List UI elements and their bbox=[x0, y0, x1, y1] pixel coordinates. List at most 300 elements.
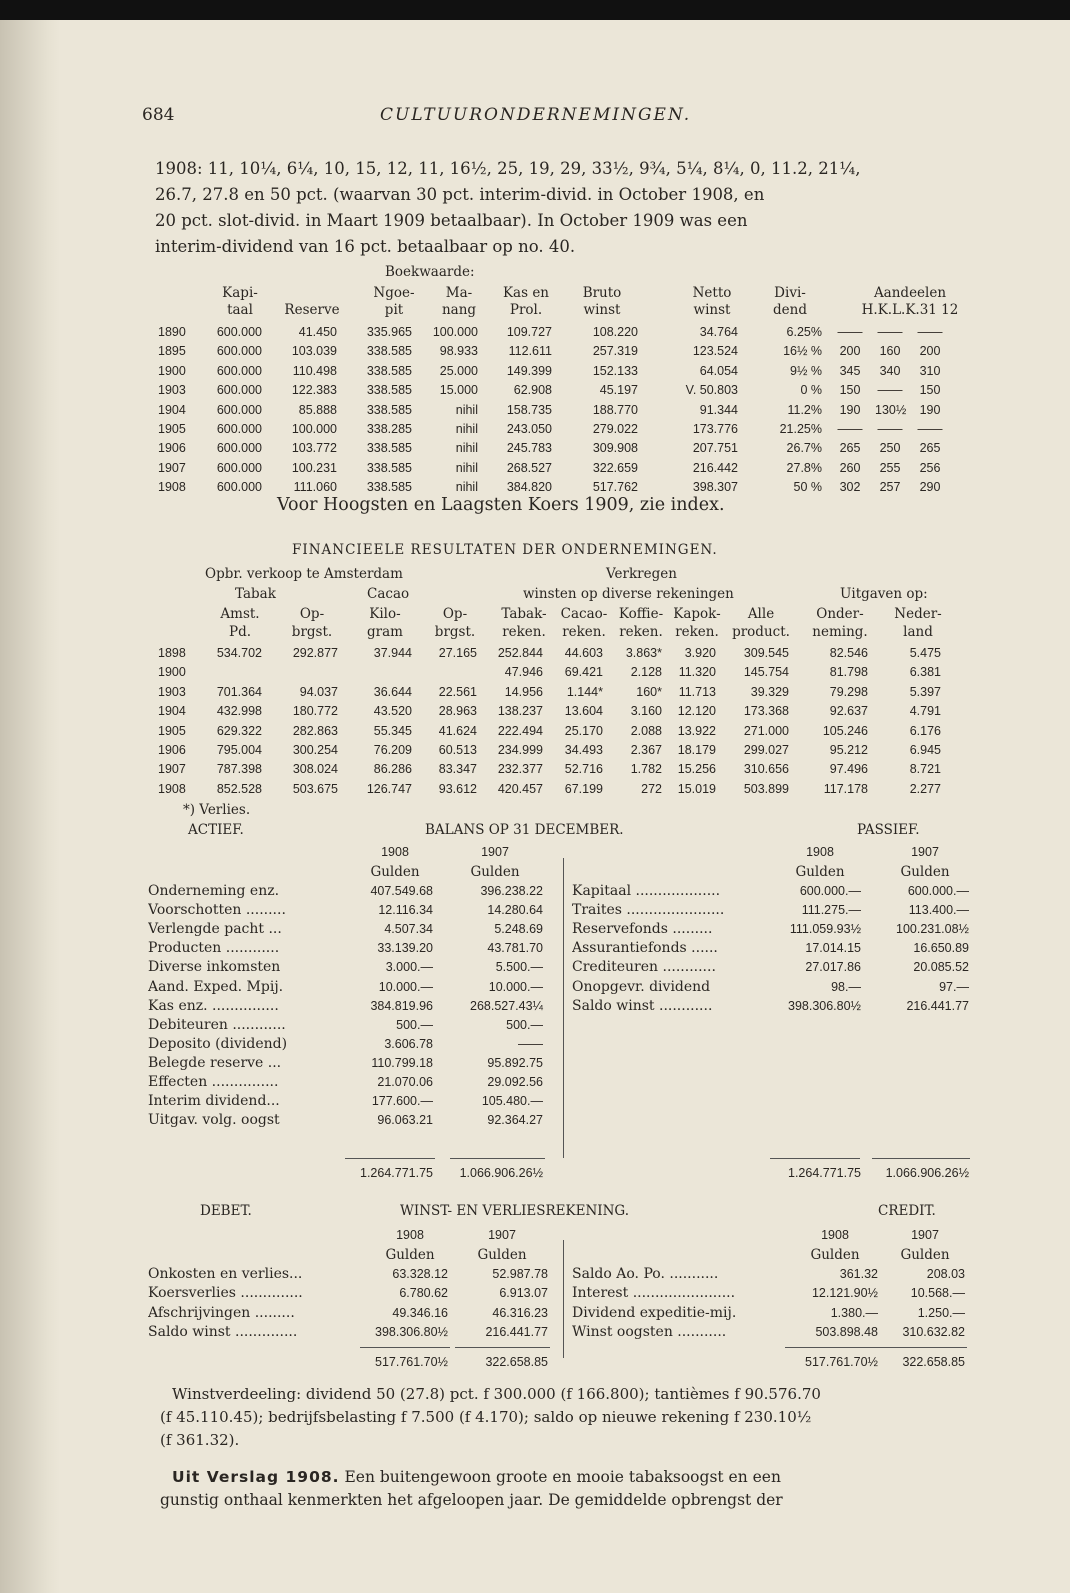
passief-heading: PASSIEF. bbox=[857, 822, 920, 838]
table2-cell: 44.603 bbox=[564, 646, 603, 660]
debet-heading: DEBET. bbox=[200, 1203, 252, 1219]
total-rule bbox=[345, 1158, 435, 1159]
total-rule bbox=[785, 1347, 875, 1348]
table1-cell: 340 bbox=[879, 363, 901, 378]
table1-cell: 11.2% bbox=[787, 402, 822, 417]
debet-total-1908: 517.761.70½ bbox=[375, 1355, 448, 1369]
table1-cell: 50 % bbox=[793, 480, 822, 495]
credit-total-1907: 322.658.85 bbox=[902, 1355, 965, 1369]
passief-1907: 97.— bbox=[939, 979, 969, 994]
table1-cell: 265 bbox=[919, 441, 941, 456]
table1-cell: 600.000 bbox=[216, 480, 262, 495]
table1-cell: 34.764 bbox=[699, 325, 738, 339]
table1-cell: 200 bbox=[839, 344, 861, 359]
table1-year: 1895 bbox=[158, 344, 186, 359]
table2-cell: 5.475 bbox=[909, 646, 941, 660]
actief-1907: 92.364.27 bbox=[487, 1113, 543, 1128]
actief-1908: 500.— bbox=[396, 1017, 433, 1032]
table2-cell: 795.004 bbox=[216, 743, 262, 757]
table1-cell: 338.585 bbox=[366, 344, 412, 359]
table2-header-top: Cacao- bbox=[560, 606, 608, 622]
passief-1908: 111.059.93½ bbox=[789, 922, 861, 937]
passief-1908: 398.306.80½ bbox=[788, 998, 861, 1013]
table1-cell: nihil bbox=[455, 422, 478, 436]
table1-cell: 160 bbox=[879, 344, 901, 359]
table1-cell: 338.285 bbox=[366, 422, 412, 436]
balance-year: 1907 bbox=[481, 845, 509, 859]
actief-1908: 33.139.20 bbox=[377, 941, 433, 956]
table1-cell: 41.450 bbox=[298, 325, 337, 339]
table1-cell: —— bbox=[877, 422, 903, 436]
actief-item: Effecten ............... bbox=[148, 1074, 279, 1090]
table2-header-bottom: reken. bbox=[562, 624, 606, 640]
table1-year: 1905 bbox=[158, 422, 186, 436]
passief-item: Assurantiefonds ...... bbox=[572, 940, 718, 957]
passief-item: Kapitaal ................... bbox=[572, 883, 721, 899]
total-rule bbox=[450, 1158, 545, 1159]
table2-cell: 92.637 bbox=[829, 704, 868, 719]
actief-item: Producten ............ bbox=[148, 940, 280, 957]
table1-cell: 108.220 bbox=[592, 325, 638, 339]
table2-cell: 2.277 bbox=[909, 781, 941, 796]
table2-header-top: Op- bbox=[442, 606, 468, 622]
table1-year: 1907 bbox=[158, 460, 186, 475]
table2-cell: 2.367 bbox=[630, 743, 662, 757]
table2-cell: 55.345 bbox=[373, 723, 412, 738]
debet-total-1907: 322.658.85 bbox=[485, 1355, 548, 1369]
table2-header-bottom: neming. bbox=[812, 624, 868, 640]
table1-cell: 111.060 bbox=[293, 480, 337, 495]
actief-1907: 5.248.69 bbox=[494, 922, 543, 937]
debet-1907: 52.987.78 bbox=[492, 1267, 548, 1281]
table2-header-bottom: reken. bbox=[619, 624, 663, 640]
table1-cell: 45.197 bbox=[599, 383, 638, 398]
table1-header-top: Ngoe- bbox=[373, 285, 415, 301]
table1-cell: 245.783 bbox=[506, 441, 552, 456]
table1-year: 1900 bbox=[158, 363, 186, 378]
table2-year: 1900 bbox=[158, 665, 186, 680]
table2-header-top: Kapok- bbox=[673, 606, 721, 622]
passief-1908: 27.017.86 bbox=[805, 960, 861, 975]
table2-cell: 503.899 bbox=[743, 781, 789, 796]
table2-cell: 222.494 bbox=[497, 723, 543, 738]
table1-cell: 150 bbox=[919, 383, 941, 398]
passief-1907: 113.400.— bbox=[908, 903, 969, 918]
running-title: CULTUURONDERNEMINGEN. bbox=[380, 105, 692, 125]
boekwaarde-label: Boekwaarde: bbox=[385, 264, 475, 280]
table1-cell: 290 bbox=[919, 480, 941, 495]
table2-cell: 81.798 bbox=[829, 665, 868, 680]
table1-cell: V. 50.803 bbox=[685, 383, 738, 398]
balance-unit: Gulden bbox=[370, 864, 420, 880]
actief-item: Onderneming enz. bbox=[148, 883, 280, 899]
table2-cell: 126.747 bbox=[366, 781, 412, 796]
table1-cell: 173.776 bbox=[692, 422, 738, 436]
table1-cell: 6.25% bbox=[786, 325, 822, 339]
debet-1908: 6.780.62 bbox=[399, 1286, 448, 1301]
table1-cell: 257.319 bbox=[592, 344, 638, 359]
sub-tabak: Tabak bbox=[235, 586, 276, 602]
table1-cell: 188.770 bbox=[592, 402, 638, 417]
table2-cell: 701.364 bbox=[216, 684, 262, 699]
table2-cell: 13.922 bbox=[677, 723, 716, 738]
table2-cell: 310.656 bbox=[743, 762, 789, 777]
table1-cell: 152.133 bbox=[592, 363, 638, 378]
table2-cell: 22.561 bbox=[438, 684, 477, 699]
table2-cell: 60.513 bbox=[438, 743, 477, 757]
table1-cell: 207.751 bbox=[692, 441, 738, 456]
table1-cell: 110.498 bbox=[292, 363, 337, 378]
table1-cell: 26.7% bbox=[786, 441, 822, 456]
passief-item: Onopgevr. dividend bbox=[572, 978, 711, 995]
balance-unit: Gulden bbox=[795, 864, 845, 880]
actief-1907: 43.781.70 bbox=[487, 941, 543, 956]
table2-cell: 2.088 bbox=[630, 723, 662, 738]
winstverdeeling-line-3: (f 361.32). bbox=[160, 1431, 240, 1449]
table2-cell: 138.237 bbox=[497, 704, 543, 719]
passief-1908: 98.— bbox=[831, 979, 861, 994]
actief-1907: —— bbox=[518, 1036, 543, 1051]
table2-header-bottom: product. bbox=[732, 624, 790, 640]
table1-cell: 338.585 bbox=[366, 383, 412, 398]
group-verkregen: Verkregen bbox=[606, 566, 677, 582]
table1-cell: 64.054 bbox=[699, 363, 738, 378]
table1-cell: 600.000 bbox=[216, 325, 262, 339]
table1-cell: 123.524 bbox=[692, 344, 738, 359]
table1-cell: 0 % bbox=[800, 383, 822, 398]
passief-1907: 100.231.08½ bbox=[896, 922, 969, 937]
passief-item: Traites ...................... bbox=[572, 902, 725, 919]
intro-line-3: 20 pct. slot-divid. in Maart 1909 betaalbaar). In October 1909 was een bbox=[155, 211, 748, 230]
table1-header-top: Divi- bbox=[774, 285, 806, 301]
page-number: 684 bbox=[142, 105, 175, 125]
table2-cell: 309.545 bbox=[743, 646, 789, 660]
table2-cell: 6.176 bbox=[909, 723, 941, 738]
table1-cell: 158.735 bbox=[506, 402, 552, 417]
table1-cell: 265 bbox=[839, 441, 861, 456]
actief-item: Deposito (dividend) bbox=[148, 1035, 288, 1052]
table1-cell: 62.908 bbox=[513, 383, 552, 398]
table2-cell: 180.772 bbox=[292, 704, 338, 719]
balance-year: 1907 bbox=[911, 845, 939, 859]
table1-header-top: Kas en bbox=[502, 285, 550, 301]
table2-header-top: Koffie- bbox=[618, 606, 664, 622]
balance-year: 1908 bbox=[806, 845, 834, 859]
balance-year: 1908 bbox=[381, 845, 409, 859]
table1-cell: —— bbox=[877, 325, 903, 339]
actief-1908: 10.000.— bbox=[378, 979, 433, 994]
table2-cell: 82.546 bbox=[829, 646, 868, 660]
table2-cell: 4.791 bbox=[909, 704, 941, 719]
actief-1907: 500.— bbox=[506, 1017, 543, 1032]
table1-cell: 338.585 bbox=[366, 480, 412, 495]
table1-cell: 256 bbox=[919, 460, 941, 475]
actief-1907: 268.527.43¼ bbox=[470, 998, 543, 1013]
actief-item: Interim dividend... bbox=[148, 1093, 280, 1110]
debet-1908: 49.346.16 bbox=[392, 1305, 448, 1320]
pl-unit: Gulden bbox=[900, 1247, 950, 1263]
pl-year: 1908 bbox=[821, 1228, 849, 1242]
table2-cell: 787.398 bbox=[216, 762, 262, 777]
table1-cell: 398.307 bbox=[692, 480, 738, 495]
table2-cell: 94.037 bbox=[299, 684, 338, 699]
passief-1907: 216.441.77 bbox=[906, 998, 969, 1013]
table2-cell: 1.144* bbox=[566, 684, 603, 699]
table2-header-bottom: Pd. bbox=[228, 624, 252, 640]
pl-divider bbox=[563, 1240, 564, 1358]
debet-item: Onkosten en verlies... bbox=[148, 1266, 303, 1282]
table1-year: 1904 bbox=[158, 402, 186, 417]
table1-cell: 600.000 bbox=[216, 422, 262, 436]
table2-header-top: Amst. bbox=[220, 606, 260, 622]
table2-cell: 15.019 bbox=[677, 781, 716, 796]
intro-line-2: 26.7, 27.8 en 50 pct. (waarvan 30 pct. interim-divid. in October 1908, en bbox=[155, 185, 765, 204]
actief-1907: 105.480.— bbox=[481, 1094, 543, 1109]
table2-year: 1903 bbox=[158, 684, 186, 699]
table1-cell: 268.527 bbox=[506, 460, 552, 475]
balance-divider bbox=[563, 858, 564, 1158]
credit-item: Winst oogsten ........... bbox=[572, 1323, 727, 1340]
table2-cell: 67.199 bbox=[564, 781, 603, 796]
table2-header-top: Op- bbox=[299, 606, 325, 622]
actief-item: Aand. Exped. Mpij. bbox=[148, 978, 284, 995]
table1-cell: 100.000 bbox=[432, 325, 478, 339]
credit-item: Saldo Ao. Po. ........... bbox=[572, 1266, 719, 1282]
actief-item: Verlengde pacht ... bbox=[148, 921, 282, 938]
table1-cell: 85.888 bbox=[298, 402, 337, 417]
table1-header-bottom: nang bbox=[441, 302, 477, 318]
table1-cell: 25.000 bbox=[439, 363, 478, 378]
passief-item: Crediteuren ............ bbox=[572, 959, 716, 976]
table1-cell: 335.965 bbox=[366, 325, 412, 339]
table2-cell: 299.027 bbox=[743, 743, 789, 757]
passief-total-1907: 1.066.906.26½ bbox=[885, 1166, 969, 1180]
actief-item: Debiteuren ............ bbox=[148, 1016, 286, 1033]
table2-header-bottom: land bbox=[903, 624, 933, 640]
table1-header-bottom: pit bbox=[384, 302, 404, 318]
table1-cell: 98.933 bbox=[439, 344, 478, 359]
table1-cell: 302 bbox=[839, 480, 861, 495]
table2-cell: 173.368 bbox=[743, 704, 789, 719]
credit-1907: 10.568.— bbox=[910, 1286, 965, 1301]
table1-cell: 150 bbox=[839, 383, 861, 398]
table1-cell: 338.585 bbox=[366, 460, 412, 475]
table2-cell: 105.246 bbox=[822, 723, 868, 738]
credit-1908: 12.121.90½ bbox=[811, 1286, 878, 1301]
debet-1908: 63.328.12 bbox=[392, 1267, 448, 1281]
actief-1907: 95.892.75 bbox=[487, 1055, 543, 1070]
table2-cell: 34.493 bbox=[564, 743, 603, 757]
table2-cell: 420.457 bbox=[497, 781, 543, 796]
debet-item: Afschrijvingen ......... bbox=[148, 1304, 295, 1321]
winstverdeeling-line-1: Winstverdeeling: dividend 50 (27.8) pct. f 300.000 (f 166.800); tantièmes f 90.576.70 bbox=[172, 1385, 821, 1403]
table2-cell: 93.612 bbox=[438, 781, 477, 796]
passief-item: Reservefonds ......... bbox=[572, 921, 713, 938]
verslag-line-2: gunstig onthaal kenmerkten het afgeloopen jaar. De gemiddelde opbrengst der bbox=[160, 1491, 783, 1509]
actief-total-1908: 1.264.771.75 bbox=[360, 1166, 433, 1180]
table2-year: 1908 bbox=[158, 781, 186, 796]
total-rule bbox=[455, 1347, 550, 1348]
pl-heading: WINST- EN VERLIESREKENING. bbox=[400, 1203, 630, 1219]
pl-year: 1907 bbox=[488, 1228, 516, 1242]
table1-cell: 310 bbox=[919, 363, 941, 378]
sub-winsten: winsten op diverse rekeningen bbox=[523, 586, 734, 602]
table1-year: 1903 bbox=[158, 383, 186, 398]
table2-header-top: Tabak- bbox=[501, 606, 547, 622]
table2-cell: 69.421 bbox=[564, 665, 603, 680]
credit-heading: CREDIT. bbox=[878, 1203, 936, 1219]
table2-header-top: Neder- bbox=[894, 606, 942, 622]
table1-header-top: Ma- bbox=[445, 285, 473, 301]
table1-cell: 122.383 bbox=[291, 383, 337, 398]
table2-cell: 52.716 bbox=[564, 762, 603, 777]
table2-cell: 272 bbox=[641, 781, 662, 796]
table2-cell: 503.675 bbox=[292, 781, 338, 796]
table1-cell: 190 bbox=[919, 402, 941, 417]
table2-cell: 12.120 bbox=[677, 704, 716, 719]
table1-cell: —— bbox=[837, 422, 863, 436]
table1-cell: —— bbox=[837, 325, 863, 339]
table1-cell: 338.585 bbox=[366, 363, 412, 378]
table1-cell: 250 bbox=[879, 441, 901, 456]
actief-item: Kas enz. ............... bbox=[148, 997, 279, 1014]
table1-cell: 600.000 bbox=[216, 344, 262, 359]
credit-item: Interest ....................... bbox=[572, 1285, 736, 1302]
passief-item: Saldo winst ............ bbox=[572, 997, 713, 1014]
table1-cell: 190 bbox=[839, 402, 861, 417]
financial-results-title: FINANCIEELE RESULTATEN DER ONDERNEMINGEN. bbox=[292, 542, 718, 558]
table1-cell: 130½ bbox=[875, 402, 907, 417]
table1-cell: 345 bbox=[839, 363, 861, 378]
table2-header-bottom: brgst. bbox=[291, 624, 333, 640]
table2-cell: 79.298 bbox=[829, 684, 868, 699]
credit-1907: 208.03 bbox=[926, 1267, 965, 1281]
actief-item: Uitgav. volg. oogst bbox=[148, 1112, 280, 1129]
group-amsterdam: Opbr. verkoop te Amsterdam bbox=[205, 566, 403, 582]
table1-cell: —— bbox=[917, 325, 943, 339]
table1-cell: 243.050 bbox=[506, 422, 552, 436]
pl-year: 1908 bbox=[396, 1228, 424, 1242]
actief-1908: 12.116.34 bbox=[378, 903, 433, 918]
table1-cell: 517.762 bbox=[592, 480, 638, 495]
table1-cell: 216.442 bbox=[692, 460, 738, 475]
table2-header-bottom: reken. bbox=[502, 624, 546, 640]
pl-unit: Gulden bbox=[385, 1247, 435, 1263]
debet-item: Koersverlies .............. bbox=[148, 1285, 303, 1302]
balance-unit: Gulden bbox=[470, 864, 520, 880]
table1-cell: 112.611 bbox=[508, 344, 552, 359]
table2-cell: 28.963 bbox=[438, 704, 477, 719]
table2-cell: 47.946 bbox=[504, 665, 543, 680]
passief-1908: 17.014.15 bbox=[805, 941, 861, 956]
table2-cell: 6.945 bbox=[909, 743, 941, 757]
credit-1907: 1.250.— bbox=[917, 1305, 965, 1320]
debet-1907: 46.316.23 bbox=[492, 1305, 548, 1320]
table2-cell: 43.520 bbox=[373, 704, 412, 719]
table1-header-bottom: taal bbox=[227, 302, 253, 318]
table2-cell: 629.322 bbox=[216, 723, 262, 738]
total-rule bbox=[872, 1347, 967, 1348]
credit-1907: 310.632.82 bbox=[902, 1324, 965, 1339]
table2-cell: 6.381 bbox=[909, 665, 941, 680]
table2-header-top: Onder- bbox=[816, 606, 864, 622]
table2-cell: 5.397 bbox=[909, 684, 941, 699]
actief-1908: 21.070.06 bbox=[377, 1075, 433, 1089]
table1-header-bottom: Prol. bbox=[509, 302, 543, 318]
actief-1908: 3.000.— bbox=[385, 960, 433, 975]
table1-year: 1906 bbox=[158, 441, 186, 456]
debet-1907: 6.913.07 bbox=[499, 1286, 548, 1301]
table1-cell: 100.231 bbox=[291, 460, 337, 475]
intro-line-1: 1908: 11, 10¼, 6¼, 10, 15, 12, 11, 16½, 25, 19, 29, 33½, 9¾, 5¼, 8¼, 0, 11.2, 21¼, bbox=[155, 159, 861, 178]
total-rule bbox=[872, 1158, 970, 1159]
koers-note: Voor Hoogsten en Laagsten Koers 1909, zie index. bbox=[277, 495, 725, 515]
pl-year: 1907 bbox=[911, 1228, 939, 1242]
table2-header-bottom: reken. bbox=[675, 624, 719, 640]
table1-cell: 260 bbox=[839, 460, 861, 475]
table2-cell: 234.999 bbox=[497, 743, 543, 757]
table1-header-top: Bruto bbox=[582, 285, 622, 301]
table2-header-top: Kilo- bbox=[369, 606, 401, 622]
table2-cell: 13.604 bbox=[564, 704, 603, 719]
actief-item: Voorschotten ......... bbox=[148, 902, 286, 919]
table1-cell: 15.000 bbox=[439, 383, 478, 398]
table1-cell: 9½ % bbox=[790, 363, 822, 378]
table1-cell: 255 bbox=[879, 460, 901, 475]
table2-cell: 95.212 bbox=[829, 743, 868, 757]
sub-cacao: Cacao bbox=[367, 586, 410, 602]
table2-cell: 3.863* bbox=[625, 646, 662, 660]
table1-cell: 600.000 bbox=[216, 460, 262, 475]
table1-year: 1890 bbox=[158, 325, 186, 339]
table1-cell: nihil bbox=[455, 441, 478, 456]
table2-header-bottom: gram bbox=[367, 624, 403, 640]
table1-cell: 600.000 bbox=[216, 383, 262, 398]
table2-cell: 1.782 bbox=[630, 762, 662, 777]
table2-cell: 83.347 bbox=[438, 762, 477, 777]
actief-1908: 384.819.96 bbox=[370, 998, 433, 1013]
table1-cell: 257 bbox=[879, 480, 901, 495]
actief-1908: 96.063.21 bbox=[377, 1113, 433, 1128]
table2-cell: 271.000 bbox=[743, 723, 789, 738]
table1-cell: 600.000 bbox=[216, 441, 262, 456]
table2-cell: 3.920 bbox=[684, 646, 716, 660]
actief-1908: 407.549.68 bbox=[370, 884, 433, 898]
table1-header-bottom: winst bbox=[583, 302, 621, 318]
table1-cell: 109.727 bbox=[506, 325, 552, 339]
table1-header-bottom: winst bbox=[693, 302, 731, 318]
debet-1908: 398.306.80½ bbox=[375, 1324, 448, 1339]
table1-cell: 338.585 bbox=[366, 441, 412, 456]
table1-cell: 279.022 bbox=[592, 422, 638, 436]
table2-cell: 39.329 bbox=[750, 684, 789, 699]
table1-cell: 149.399 bbox=[506, 363, 552, 378]
total-rule bbox=[360, 1347, 450, 1348]
table2-year: 1907 bbox=[158, 762, 186, 777]
table1-cell: nihil bbox=[455, 480, 478, 495]
table2-cell: 232.377 bbox=[497, 762, 543, 777]
pl-unit: Gulden bbox=[477, 1247, 527, 1263]
actief-1908: 4.507.34 bbox=[384, 922, 433, 937]
balance-heading: BALANS OP 31 DECEMBER. bbox=[425, 822, 624, 838]
verslag-text-1: Een buitengewoon groote en mooie tabaksoogst en een bbox=[344, 1468, 781, 1486]
table1-cell: 200 bbox=[919, 344, 941, 359]
table2-year: 1906 bbox=[158, 743, 186, 757]
table2-cell: 18.179 bbox=[677, 743, 716, 757]
table1-cell: —— bbox=[917, 422, 943, 436]
table1-cell: 600.000 bbox=[216, 363, 262, 378]
table2-cell: 14.956 bbox=[504, 684, 543, 699]
